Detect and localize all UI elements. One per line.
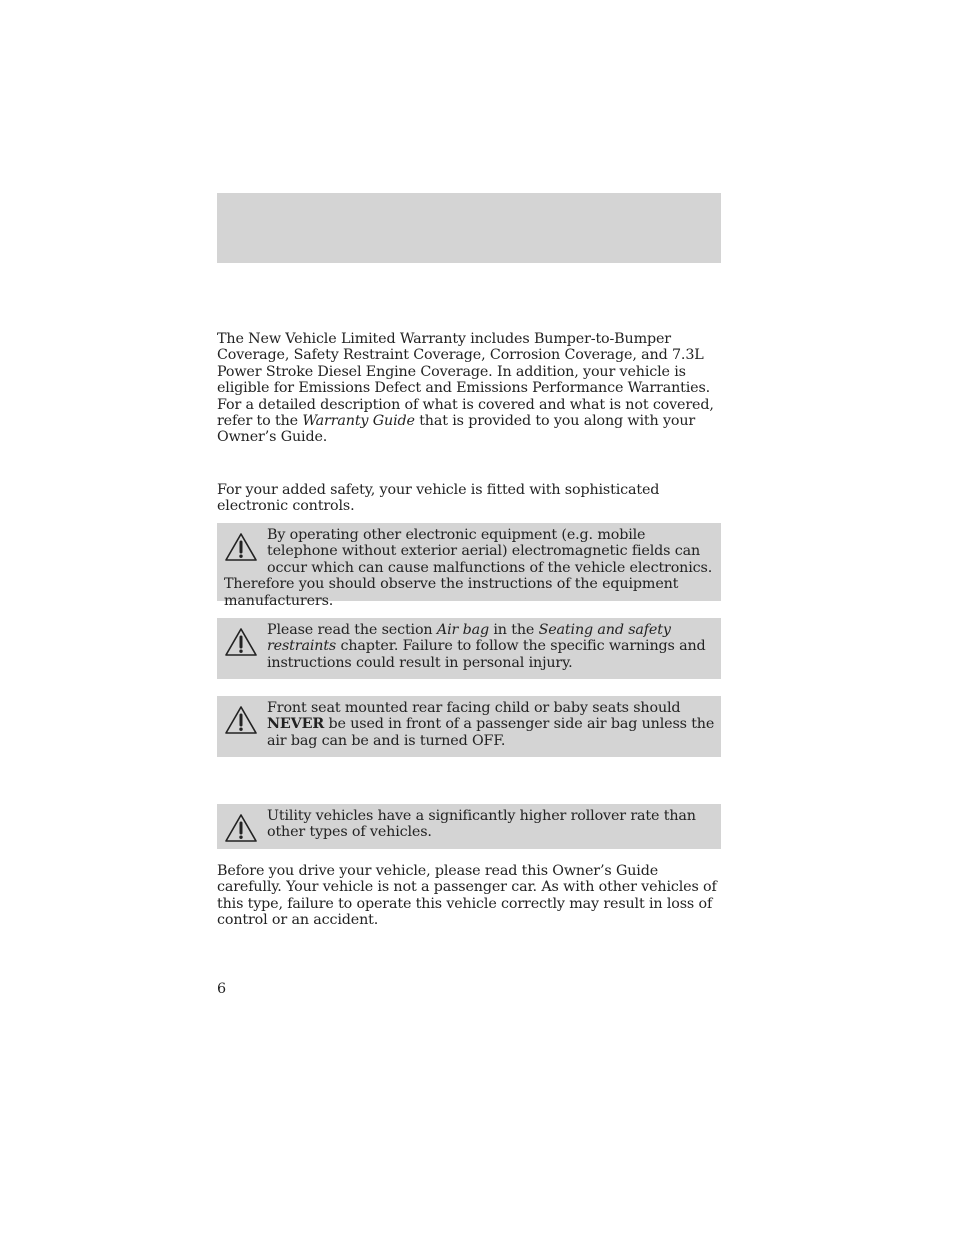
warning-box-airbag-read [217,618,721,679]
warranty-paragraph [217,331,723,446]
electronics-intro: For your added safety, your vehicle is fitted with sophisticated electronic controls. [217,482,660,515]
airbag-section-ref: Air bag [436,622,489,638]
warning-box-electromagnetic [217,523,721,609]
page-number: 6 [217,981,227,997]
warranty-text: The New Vehicle Limited Warranty includes Bumper-to-Bumper Coverage, Safety Restraint Coverage, Corrosion Coverage, and 7.3L Power Stroke Diesel Engine Coverage. In addition, your vehicle is eligible for Emissions Defect and Emissions Performance Warranties. For a detailed description of what is covered and what is not covered, refer to the [217,331,714,430]
warning-triangle-icon [224,705,258,735]
warning-box-child-seat [217,696,721,757]
warranty-text-end: that is provided to you along with your Owner’s Guide. [217,413,696,446]
warranty-guide-title: Warranty Guide [302,413,415,430]
warning-text-airbag-read: Please read the section Air bag in the Seating and safety restraints chapter. Failure to follow the specific warnings and instructions could result in personal injury. [267,622,706,671]
warning-triangle-icon [224,813,258,843]
warning-box-rollover [217,804,721,849]
warning-triangle-icon [224,627,258,657]
never-emphasis: NEVER [267,716,325,733]
utility-vehicle-paragraph: Before you drive your vehicle, please read this Owner’s Guide carefully. Your vehicle is not a passenger car. As with other vehicles of this type, failure to operate this vehicle correctly may result in loss of control or an accident. [217,863,717,929]
section-header-bar [217,193,721,263]
warning-triangle-icon [224,532,258,562]
warning-text-child-seat: Front seat mounted rear facing child or baby seats should NEVER be used in front of a passenger side air bag unless the air bag can be and is turned OFF. [267,700,715,749]
warning-text-electromagnetic: By operating other electronic equipment (e.g. mobile telephone without exterior aerial) electromagnetic fields can occur which can cause malfunctions of the vehicle electronics. Therefore you should observe the instructions of the equipment manufacturers. [224,527,713,609]
warning-text-rollover: Utility vehicles have a significantly higher rollover rate than other types of vehicles. [267,808,696,841]
seating-chapter-ref: Seating and safety restraints [267,622,671,655]
